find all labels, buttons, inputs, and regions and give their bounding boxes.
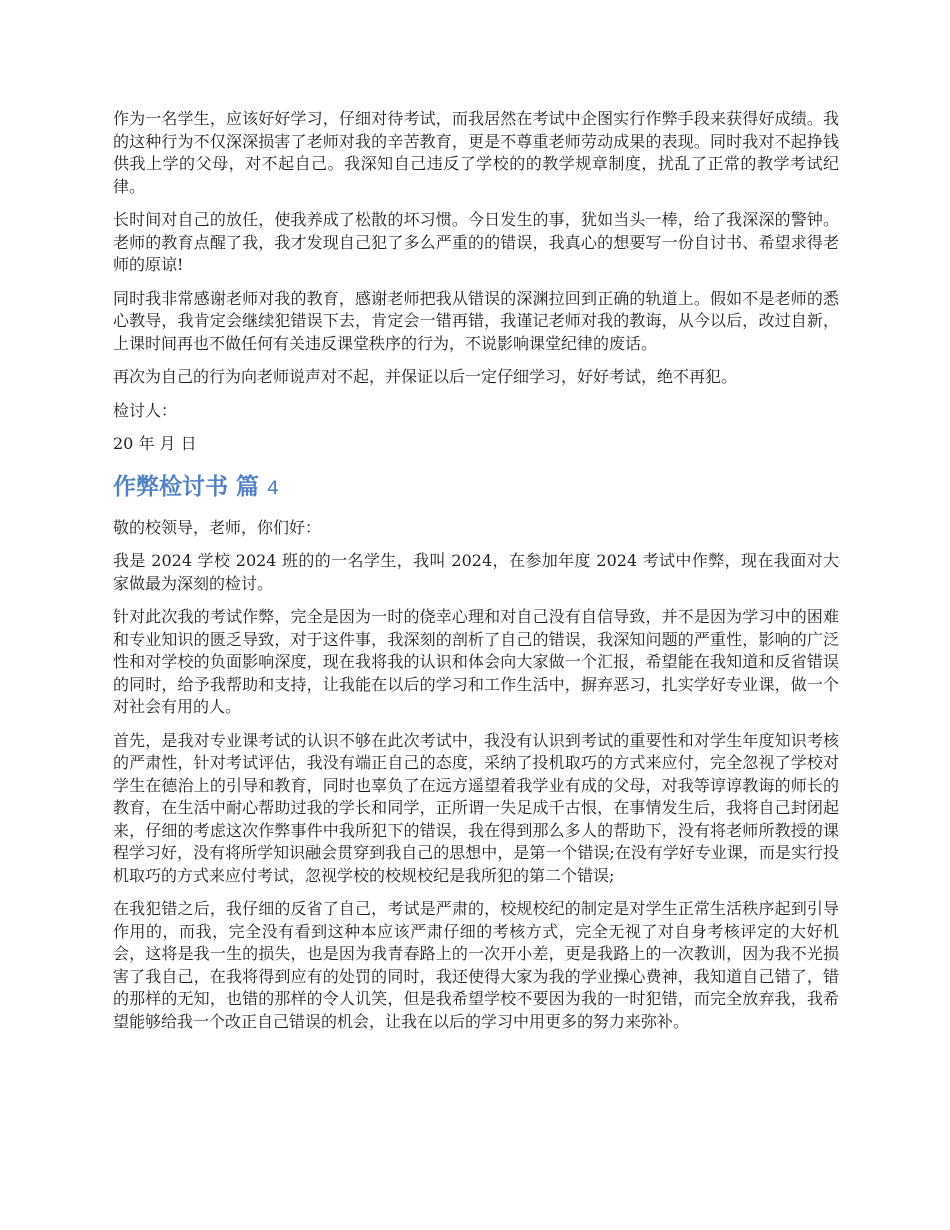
salutation: 敬的校领导，老师，你们好： (113, 517, 322, 537)
body-paragraph: 针对此次我的考试作弊，完全是因为一时的侥幸心理和对自己没有自信导致，并不是因为学习中的困难和专业知识的匮乏导致，对于这件事，我深刻的剖析了自己的错误，我深知问题的严重性，影响的广泛性和对学校的负面影响深度，现在我将我的认识和体会向大家做一个汇报，希望能在我知道和反省错误的同时，给予我帮助和支持，让我能在以后的学习和工作生活中，摒弃恶习，扎实学好专业课，做一个对社会有用的人。 (113, 607, 839, 716)
body-paragraph: 在我犯错之后，我仔细的反省了自己，考试是严肃的，校规校纪的制定是对学生正常生活秩序起到引导作用的，而我，完全没有看到这种本应该严肃仔细的考核方式，完全无视了对自身考核评定的大好机会，这将是我一生的损失，也是因为我青春路上的一次开小差，更是我路上的一次教训，因为我不光损害了我自己，在我将得到应有的处罚的同时，我还使得大家为我的学业操心费神，我知道自己错了，错的那样的无知，也错的那样的令人讥笑，但是我希望学校不要因为我的一时犯错，而完全放弃我，我希望能够给我一个改正自己错误的机会，让我在以后的学习中用更多的努力来弥补。 (113, 899, 839, 1031)
body-paragraph: 我是 2024 学校 2024 班的的一名学生，我叫 2024，在参加年度 2024 考试中作弊，现在我面对大家做最为深刻的检讨。 (113, 551, 839, 593)
body-paragraph: 同时我非常感谢老师对我的教育，感谢老师把我从错误的深渊拉回到正确的轨道上。假如不是老师的悉心教导，我肯定会继续犯错误下去，肯定会一错再错，我谨记老师对我的教诲，从今以后，改过自新，上课时间再也不做任何有关违反课堂秩序的行为，不说影响课堂纪律的废话。 (113, 288, 839, 353)
body-paragraph: 再次为自己的行为向老师说声对不起，并保证以后一定仔细学习，好好考试，绝不再犯。 (113, 367, 738, 386)
section-heading (113, 472, 839, 503)
body-paragraph: 长时间对自己的放任，使我养成了松散的坏习惯。今日发生的事，犹如当头一棒，给了我深深的警钟。老师的教育点醒了我，我才发现自己犯了多么严重的的错误，我真心的想要写一份自讨书、希望求得老师的原谅! (113, 210, 839, 274)
date-line: 20 年 月 日 (113, 434, 197, 453)
section-4 (113, 517, 839, 1034)
section-heading-text: 作弊检讨书 篇 (113, 473, 260, 500)
section-heading-number: 4 (267, 476, 280, 499)
document-page (113, 108, 839, 1044)
section-top (113, 108, 839, 456)
body-paragraph: 作为一名学生，应该好好学习，仔细对待考试，而我居然在考试中企图实行作弊手段来获得好成绩。我的这种行为不仅深深损害了老师对我的辛苦教育，更是不尊重老师劳动成果的表现。同时我对不起挣钱供我上学的父母，对不起自己。我深知自己违反了学校的的教学规章制度，扰乱了正常的教学考试纪律。 (113, 109, 839, 196)
body-paragraph: 首先，是我对专业课考试的认识不够在此次考试中，我没有认识到考试的重要性和对学生年度知识考核的严肃性，针对考试评估，我没有端正自己的态度，采纳了投机取巧的方式来应付，完全忽视了学校对学生在德治上的引导和教育，同时也辜负了在远方遥望着我学业有成的父母，对我等谆谆教诲的师长的教育，在生活中耐心帮助过我的学长和同学，正所谓一失足成千古恨，在事情发生后，我将自己封闭起来，仔细的考虑这次作弊事件中我所犯下的错误，我在得到那么多人的帮助下，没有将老师所教授的课程学习好，没有将所学知识融会贯穿到我自己的思想中，是第一个错误;在没有学好专业课，而是实行投机取巧的方式来应付考试，忽视学校的校规校纪是我所犯的第二个错误; (113, 730, 839, 885)
signature-line: 检讨人： (113, 400, 178, 420)
